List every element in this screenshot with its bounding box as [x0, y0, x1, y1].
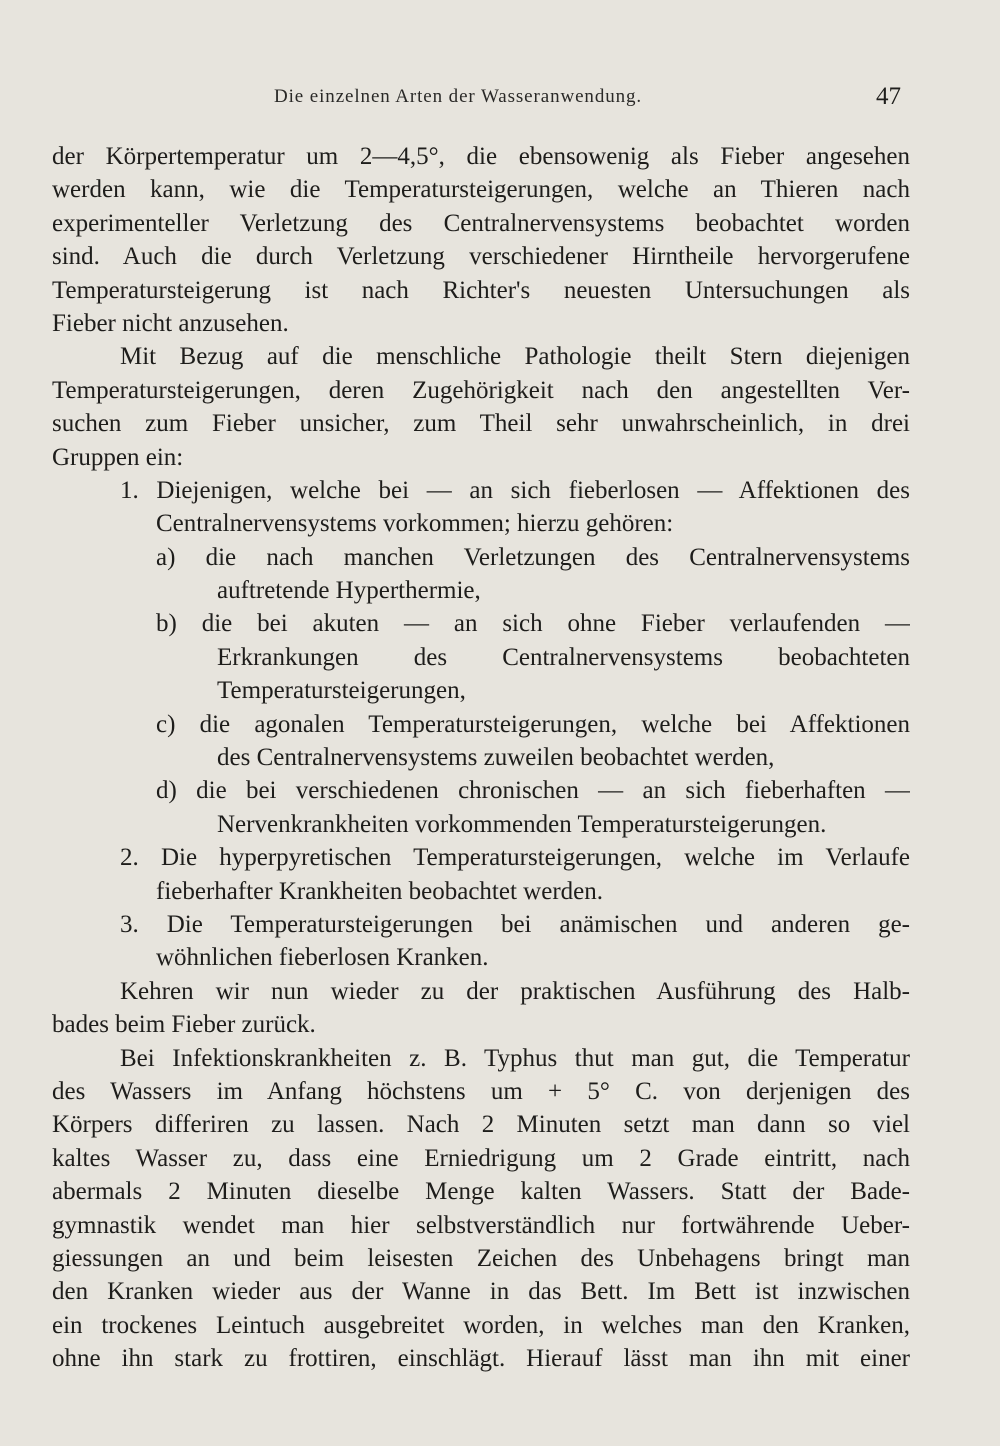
text-line: der Körpertemperatur um 2—4,5°, die ebensowenig als Fieber angesehen — [52, 143, 910, 170]
text-line: Temperatursteigerungen, — [217, 677, 466, 705]
text-line: abermals 2 Minuten dieselbe Menge kalten Wassers. Statt der Bade- — [52, 1178, 910, 1206]
text-line: kaltes Wasser zu, dass eine Erniedrigung um 2 Grade eintritt, nach — [52, 1144, 910, 1172]
text-line: ohne ihn stark zu frottiren, einschlägt. Hierauf lässt man ihn mit einer — [52, 1345, 910, 1373]
text-line: sind. Auch die durch Verletzung verschiedener Hirntheile hervorgerufene — [52, 243, 910, 271]
text-line: experimenteller Verletzung des Centralnervensystems beobachtet worden — [52, 209, 910, 237]
text-line: a) die nach manchen Verletzungen des Centralnervensystems — [156, 543, 910, 571]
text-line: Temperatursteigerungen, deren Zugehörigkeit nach den angestellten Ver- — [52, 376, 910, 404]
text-line: Mit Bezug auf die menschliche Pathologie theilt Stern diejenigen — [120, 343, 910, 371]
text-line: wöhnlichen fieberlosen Kranken. — [156, 944, 489, 972]
text-line: fieberhafter Krankheiten beobachtet werden. — [156, 877, 603, 905]
page-header — [0, 83, 1000, 122]
text-line: suchen zum Fieber unsicher, zum Theil sehr unwahrscheinlich, in drei — [52, 410, 910, 438]
text-line: Temperatursteigerung ist nach Richter's neuesten Untersuchungen als — [52, 276, 910, 304]
text-line: c) die agonalen Temperatursteigerungen, welche bei Affektionen — [156, 710, 910, 738]
text-line: den Kranken wieder aus der Wanne in das Bett. Im Bett ist inzwischen — [52, 1278, 910, 1306]
text-line: gymnastik wendet man hier selbstverständlich nur fortwährende Ueber- — [52, 1211, 910, 1239]
running-title: Die einzelnen Arten der Wasseranwendung. — [274, 86, 643, 107]
text-line: ein trockenes Leintuch ausgebreitet worden, in welches man den Kranken, — [52, 1311, 910, 1339]
text-line: Gruppen ein: — [52, 443, 184, 471]
text-line: Erkrankungen des Centralnervensystems beobachteten — [217, 643, 910, 671]
text-line: 2. Die hyperpyretischen Temperatursteigerungen, welche im Verlaufe — [120, 844, 910, 872]
text-line: 3. Die Temperatursteigerungen bei anämischen und anderen ge- — [120, 910, 910, 938]
text-line: Nervenkrankheiten vorkommenden Temperatursteigerungen. — [217, 810, 827, 838]
text-line: b) die bei akuten — an sich ohne Fieber verlaufenden — — [156, 610, 910, 638]
text-line: auftretende Hyperthermie, — [217, 577, 481, 605]
text-line: 1. Diejenigen, welche bei — an sich fieberlosen — Affektionen des — [120, 476, 910, 504]
text-line: Körpers differiren zu lassen. Nach 2 Minuten setzt man dann so viel — [52, 1111, 910, 1139]
text-line: werden kann, wie die Temperatursteigerungen, welche an Thieren nach — [52, 176, 910, 204]
text-line: Fieber nicht anzusehen. — [52, 309, 289, 337]
text-line: Bei Infektionskrankheiten z. B. Typhus thut man gut, die Temperatur — [120, 1044, 910, 1072]
body-text — [52, 140, 910, 1375]
text-line: giessungen an und beim leisesten Zeichen des Unbehagens bringt man — [52, 1244, 910, 1272]
text-line: des Wassers im Anfang höchstens um + 5° C. von derjenigen des — [52, 1077, 910, 1105]
page-number: 47 — [876, 83, 901, 110]
text-line: bades beim Fieber zurück. — [52, 1011, 316, 1039]
text-line: des Centralnervensystems zuweilen beobachtet werden, — [217, 744, 775, 772]
text-line: d) die bei verschiedenen chronischen — an sich fieberhaften — — [156, 777, 910, 805]
text-line: Kehren wir nun wieder zu der praktischen Ausführung des Halb- — [120, 977, 910, 1005]
text-line: Centralnervensystems vorkommen; hierzu gehören: — [156, 510, 674, 538]
